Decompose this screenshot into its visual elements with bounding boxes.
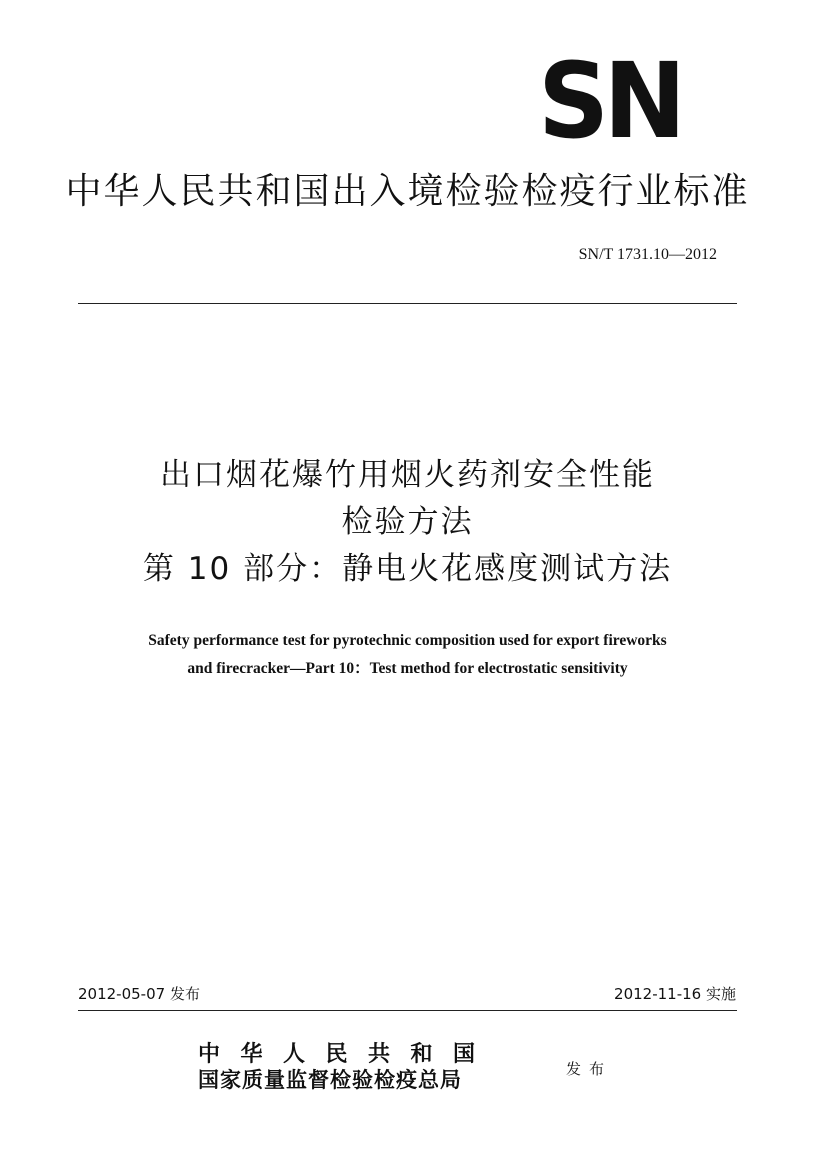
- issuer-agency: 国家质量监督检验检疫总局: [198, 1067, 462, 1092]
- english-title-line-2: and firecracker—Part 10：Test method for electrostatic sensitivity: [187, 660, 628, 677]
- issuer-action: 发布: [566, 1060, 613, 1078]
- chinese-title-line-3: 第 10 部分：静电火花感度测试方法: [142, 551, 673, 587]
- english-title-line-1: Safety performance test for pyrotechnic composition used for export fireworks: [148, 632, 667, 649]
- bottom-divider: [78, 1010, 737, 1011]
- issue-date: 2012-05-07 发布: [78, 985, 200, 1003]
- implementation-date: 2012-11-16 实施: [614, 985, 736, 1003]
- chinese-title-line-2: 检验方法: [341, 504, 474, 540]
- english-title: [0, 627, 815, 683]
- top-divider: [78, 303, 737, 304]
- chinese-title-line-1: 出口烟花爆竹用烟火药剂安全性能: [160, 457, 655, 493]
- sn-logo: SN: [538, 40, 681, 162]
- chinese-title: [0, 452, 815, 593]
- standard-number: SN/T 1731.10—2012: [578, 246, 717, 263]
- issuer-country: 中华人民共和国: [198, 1041, 496, 1067]
- issuing-authority-title: 中华人民共和国出入境检验检疫行业标准: [65, 171, 750, 212]
